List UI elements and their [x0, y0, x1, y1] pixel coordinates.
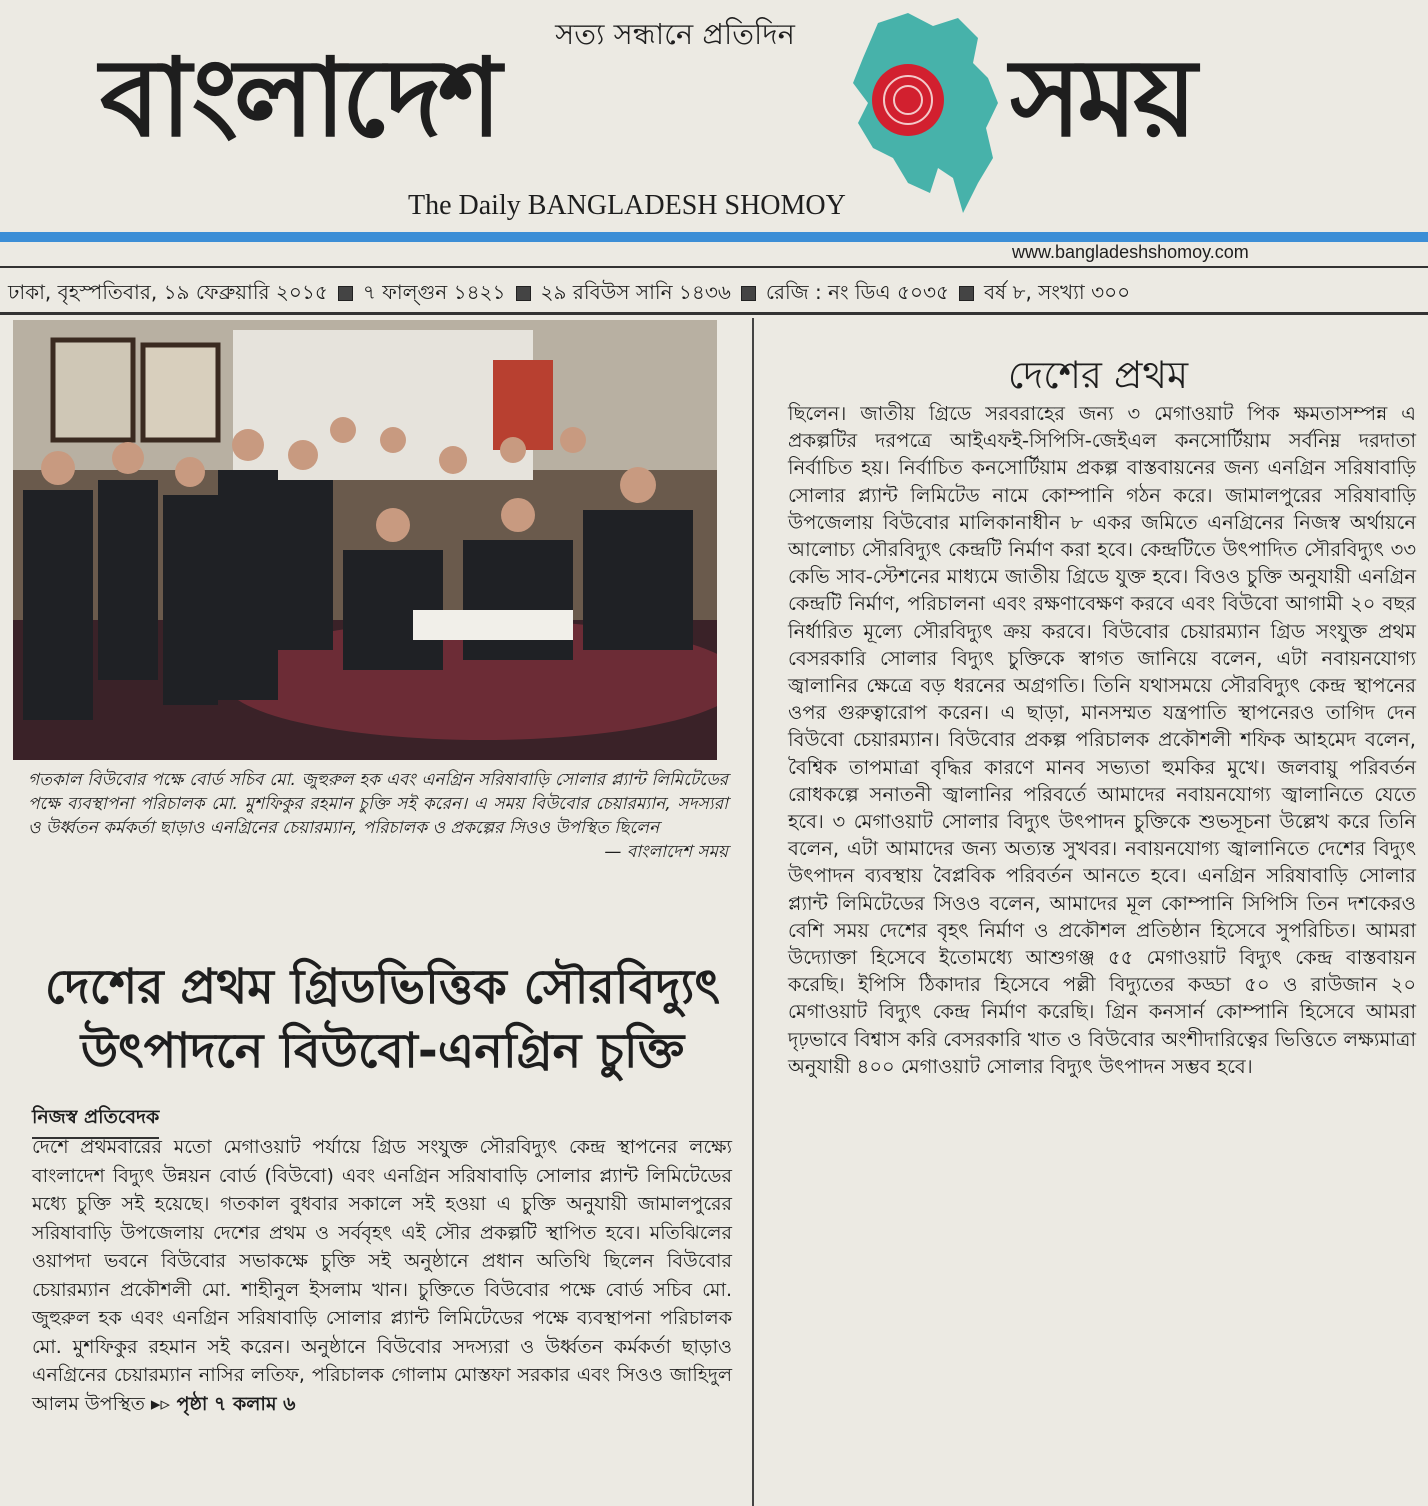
article-headline: [30, 955, 735, 1083]
map-icon: [838, 8, 1008, 218]
masthead-title-right: সময়: [1010, 36, 1193, 161]
headline-line-2: উৎপাদনে বিউবো-এনগ্রিন চুক্তি: [80, 1023, 685, 1079]
separator-square-icon: [959, 286, 974, 301]
dateline-hijri-date: ২৯ রবিউস সানি ১৪৩৬: [540, 280, 731, 304]
masthead-title-left: বাংলাদেশ: [100, 36, 498, 161]
masthead-english-name: The Daily BANGLADESH SHOMOY: [408, 190, 846, 221]
dateline-place-date: ঢাকা, বৃহস্পতিবার, ১৯ ফেব্রুয়ারি ২০১৫: [8, 280, 328, 304]
article-body-left: [32, 1133, 732, 1418]
masthead-tagline: সত্য সন্ধানে প্রতিদিন: [555, 17, 795, 51]
dateline-volume: বর্ষ ৮, সংখ্যা ৩০০: [983, 280, 1131, 304]
bangladesh-map-logo: [838, 8, 1008, 218]
dateline-registration: রেজি : নং ডিএ ৫০৩৫: [765, 280, 949, 304]
separator-square-icon: [741, 286, 756, 301]
continued-on-page[interactable]: ▸▹ পৃষ্ঠা ৭ কলাম ৬: [150, 1392, 296, 1415]
headline-line-1: দেশের প্রথম গ্রিডভিত্তিক সৌরবিদ্যুৎ: [44, 959, 721, 1015]
dateline-top-rule: [0, 266, 1428, 268]
masthead-blue-rule: [0, 232, 1428, 242]
separator-square-icon: [516, 286, 531, 301]
article-byline: নিজস্ব প্রতিবেদক: [32, 1103, 159, 1139]
continuation-heading: দেশের প্রথম: [1007, 353, 1189, 397]
article-body-left-text: দেশে প্রথমবারের মতো মেগাওয়াট পর্যায়ে গ্রিড সংযুক্ত সৌরবিদ্যুৎ কেন্দ্র স্থাপনের লক্ষ্যে বাংলাদেশ বিদ্যুৎ উন্নয়ন বোর্ড (বিউবো) এবং এনগ্রিন সরিষাবাড়ি সোলার প্ল্যান্ট লিমিটেডের মধ্যে চুক্তি সই হয়েছে। গতকাল বুধবার সকালে সই হওয়া এ চুক্তি অনুযায়ী জামালপুরের সরিষাবাড়ি উপজেলায় দেশের প্রথম ও সর্ববৃহৎ এই সৌর প্রকল্পটি স্থাপিত হবে। মতিঝিলের ওয়াপদা ভবনে বিউবোর সভাকক্ষে চুক্তি সই অনুষ্ঠানে প্রধান অতিথি ছিলেন বিউবোর চেয়ারম্যান প্রকৌশলী মো. শাহীনুল ইসলাম খান। চুক্তিতে বিউবোর পক্ষে বোর্ড সচিব মো. জুহুরুল হক এবং এনগ্রিন সরিষাবাড়ি সোলার প্ল্যান্ট লিমিটেডের পক্ষে ব্যবস্থাপনা পরিচালক মো. মুশফিকুর রহমান সই করেন। অনুষ্ঠানে বিউবোর সদস্যরা ও উর্ধ্বতন কর্মকর্তা ছাড়াও এনগ্রিনের চেয়ারম্যান নাসির লতিফ, পরিচালক গোলাম মোস্তফা সরকার এবং সিওও জাহিদুল আলম উপস্থিত: [32, 1136, 732, 1415]
article-body-right: ছিলেন। জাতীয় গ্রিডে সরবরাহের জন্য ৩ মেগাওয়াট পিক ক্ষমতাসম্পন্ন এ প্রকল্পটির দরপত্রে আইএফই-সিপিসি-জেইএল কনসোর্টিয়াম সর্বনিম্ন দরদাতা নির্বাচিত হয়। নির্বাচিত কনসোর্টিয়াম প্রকল্প বাস্তবায়নের জন্য এনগ্রিন সরিষাবাড়ি সোলার প্ল্যান্ট লিমিটেড নামে কোম্পানি গঠন করে। জামালপুরের সরিষাবাড়ি উপজেলায় বিউবোর মালিকানাধীন ৮ একর জমিতে এনগ্রিনের নিজস্ব অর্থায়নে আলোচ্য সৌরবিদ্যুৎ কেন্দ্রটি নির্মাণ করা হবে। কেন্দ্রটিতে উৎপাদিত সৌরবিদ্যুৎ ৩৩ কেভি সাব-স্টেশনের মাধ্যমে জাতীয় গ্রিডে যুক্ত হবে। বিওও চুক্তি অনুযায়ী এনগ্রিন কেন্দ্রটি নির্মাণ, পরিচালনা এবং রক্ষণাবেক্ষণ করবে এবং বিউবো আগামী ২০ বছর নির্ধারিত মূল্যে সৌরবিদ্যুৎ ক্রয় করবে। বিউবোর চেয়ারম্যান গ্রিড সংযুক্ত প্রথম বেসরকারি সোলার বিদ্যুৎ চুক্তিকে স্বাগত জানিয়ে বলেন, এটা নবায়নযোগ্য জ্বালানির ক্ষেত্রে বড় ধরনের অগ্রগতি। তিনি যথাসময়ে সৌরবিদ্যুৎ কেন্দ্র স্থাপনের ওপর গুরুত্বারোপ করেন। এ ছাড়া, মানসম্মত যন্ত্রপাতি স্থাপনেরও তাগিদ দেন বিউবো চেয়ারম্যান। বিউবোর প্রকল্প পরিচালক প্রকৌশলী শফিক আহমেদ বলেন, বৈশ্বিক তাপমাত্রা বৃদ্ধির কারণে মানব সভ্যতা হুমকির মুখে। জলবায়ু পরিবর্তন রোধকল্পে সনাতনী জ্বালানির পরিবর্তে আমাদের নবায়নযোগ্য জ্বালানিতে যেতে হবে। ৩ মেগাওয়াট সোলার বিদ্যুৎ উৎপাদন চুক্তিকে শুভসূচনা উল্লেখ করে তিনি বলেন, এটা আমাদের জন্য অত্যন্ত সুখবর। নবায়নযোগ্য জ্বালানিতে দেশের বিদ্যুৎ উৎপাদন ব্যবস্থায় বৈপ্লবিক পরিবর্তন আনতে হবে। এনগ্রিন সরিষাবাড়ি সোলার প্ল্যান্ট লিমিটেডের সিওও বলেন, আমাদের মূল কোম্পানি সিপিসি তিন দশকেরও বেশি সময় দেশের বৃহৎ নির্মাণ ও প্রকৌশল প্রতিষ্ঠান হিসেবে সুপরিচিত। আমরা উদ্যোক্তা হিসেবে ইতোমধ্যে আশুগঞ্জ ৫৫ মেগাওয়াট বিদ্যুৎ কেন্দ্র বাস্তবায়ন করেছি। ইপিসি ঠিকাদার হিসেবে পল্লী বিদ্যুতের কড্ডা ৫০ ও রাউজান ২০ মেগাওয়াট বিদ্যুৎ কেন্দ্র নির্মাণ করেছি। গ্রিন কনসার্ন কোম্পানি হিসেবে আমরা দৃঢ়ভাবে বিশ্বাস করি বেসরকারি খাত ও বিউবোর অংশীদারিত্বের ভিত্তিতে লক্ষ্যমাত্রা অনুযায়ী ৪০০ মেগাওয়াট সোলার বিদ্যুৎ উৎপাদন সম্ভব হবে।: [788, 402, 1416, 1078]
photo-caption-text: গতকাল বিউবোর পক্ষে বোর্ড সচিব মো. জুহুরুল হক এবং এনগ্রিন সরিষাবাড়ি সোলার প্ল্যান্ট লিমিটেডের পক্ষে ব্যবস্থাপনা পরিচালক মো. মুশফিকুর রহমান চুক্তি সই করেন। এ সময় বিউবোর চেয়ারম্যান, সদস্যরা ও উর্ধ্বতন কর্মকর্তা ছাড়াও এনগ্রিনের চেয়ারম্যান, পরিচালক ও প্রকল্পের সিওও উপস্থিত ছিলেন: [28, 770, 728, 838]
signing-ceremony-photo-icon: [13, 320, 717, 760]
column-divider: [752, 318, 754, 1506]
separator-square-icon: [338, 286, 353, 301]
news-photo: [13, 320, 717, 760]
dateline: [8, 278, 1420, 311]
website-link[interactable]: www.bangladeshshomoy.com: [1012, 242, 1249, 262]
photo-credit: — বাংলাদেশ সময়: [604, 842, 728, 862]
dateline-bottom-rule: [0, 312, 1428, 315]
dateline-bangla-date: ৭ ফাল্গুন ১৪২১: [362, 280, 506, 304]
photo-caption: [28, 768, 728, 864]
